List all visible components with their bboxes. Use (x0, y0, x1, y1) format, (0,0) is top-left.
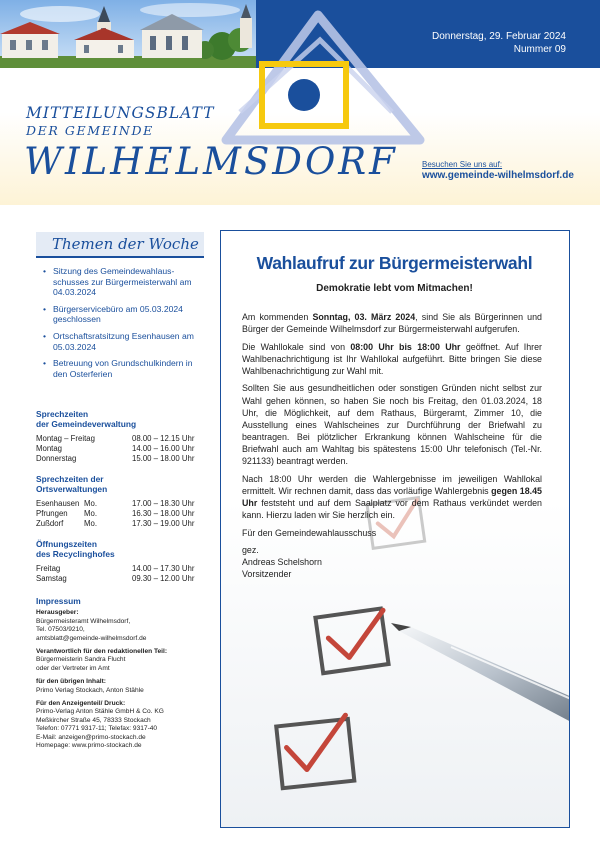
website-link[interactable]: www.gemeinde-wilhelmsdorf.de (422, 170, 574, 181)
themen-header (36, 232, 204, 258)
paragraph: Für den Gemeindewahlausschuss (242, 527, 377, 538)
topic-item[interactable]: • Bürgerservicebüro am 05.03.2024 geschlossen (36, 304, 208, 325)
hours-time: 09.30 – 12.00 Uhr (132, 574, 195, 584)
recycling-heading-2: des Recyclinghofes (36, 549, 115, 560)
hours-row (36, 454, 208, 464)
impressum-line: Tel. 07503/9210, (36, 626, 85, 634)
issue-info (432, 30, 566, 56)
hours-row (36, 564, 208, 574)
impressum-line: oder der Vertreter im Amt (36, 664, 110, 672)
sig-name: Andreas Schelshorn (242, 557, 322, 568)
impressum-block (36, 648, 208, 673)
paragraph (242, 311, 542, 335)
impressum-line: Primo-Verlag Anton Stähle GmbH & Co. KG (36, 708, 164, 716)
text-span: Die Wahllokale sind von (242, 341, 351, 352)
impressum-heading: Impressum (36, 596, 81, 607)
hours-row (36, 509, 208, 519)
impressum-email[interactable]: E-Mail: anzeigen@primo-stockach.de (36, 733, 146, 741)
impressum-line: Meßkircher Straße 45, 78333 Stockach (36, 716, 151, 724)
topic-item[interactable]: • Sitzung des Gemeindewahlaus- schusses zur Bürgermeisterwahl am 04.03.2024 (36, 266, 208, 298)
text-span: , sind Sie als Bürgerinnen und Bürger der Gemeinde Wilhelmsdorf zur Bürgermeisterwahl aufgerufen. (242, 312, 542, 335)
hours-day: Mo. (84, 499, 97, 509)
text-span: Nach 18:00 Uhr werden die Wahlergebnisse im jeweiligen Wahllokal ermittelt. Wir rechnen damit, dass das vorläufige Wahlergebnis (242, 473, 542, 496)
issue-date: Donnerstag, 29. Februar 2024 (432, 31, 566, 42)
article-box (220, 230, 570, 828)
hours-time: 17.00 – 18.30 Uhr (132, 499, 195, 509)
impressum-label: Für den Anzeigenteil/ Druck: (36, 700, 126, 707)
impressum-block (36, 678, 208, 695)
hours-day: Montag (36, 444, 63, 454)
paragraph: Sollten Sie aus gesundheitlichen oder sonstigen Gründen nicht selbst zur Wahl gehen können, so haben Sie noch bis Freitag, den 01.03.2024, 18 Uhr, die Möglichkeit, auf dem Rathaus, Bürgeramt, Zimmer 10, die Ausstellung eines Wahlscheines zur Durchführung der Briefwahl zu beantragen. Bei plötzlicher Erkrankung können Wahlscheine für die Briefwahl auch am Wahltag bis spätestens 15:00 Uhr telefonisch (Tel.-Nr. 921133) beantragt werden. (242, 383, 542, 467)
ortsverwaltungen-section (36, 474, 208, 529)
impressum-section (36, 596, 208, 750)
text-span: feststeht und auf dem Saalplatz vor dem Rathaus verkündet werden kann. Hierzu laden wir Sie herzlich ein. (242, 497, 542, 520)
impressum-block (36, 700, 208, 750)
hours-row (36, 444, 208, 454)
hours-row (36, 519, 208, 529)
article-subheadline: Demokratie lebt vom Mitmachen! (316, 283, 473, 294)
masthead (0, 0, 600, 205)
verwaltung-heading-2: der Gemeindeverwaltung (36, 419, 137, 430)
impressum-label: für den übrigen Inhalt: (36, 678, 106, 686)
hours-day: Samstag (36, 574, 67, 584)
hours-row (36, 499, 208, 509)
recycling-heading-1: Öffnungszeiten (36, 539, 97, 550)
hours-time: 14.00 – 16.00 Uhr (132, 444, 195, 454)
impressum-block (36, 609, 208, 643)
issue-number: Nummer 09 (513, 44, 566, 55)
themen-title: Themen der Woche (52, 235, 199, 253)
hours-day: Montag – Freitag (36, 434, 95, 444)
impressum-line: Telefon: 07771 9317-11; Telefax: 9317-40 (36, 725, 158, 733)
hours-day: Donnerstag (36, 454, 77, 464)
hours-row (36, 574, 208, 584)
signature (242, 544, 542, 580)
hours-time: 08.00 – 12.15 Uhr (132, 434, 195, 444)
text-span: Am kommenden (242, 312, 313, 322)
impressum-line: Bürgermeisteramt Wilhelmsdorf, (36, 617, 131, 625)
recycling-section (36, 539, 208, 584)
vote-date: Sonntag, 03. März 2024 (312, 312, 416, 322)
verwaltung-heading-1: Sprechzeiten (36, 409, 89, 420)
paragraph (242, 473, 542, 521)
title-line-2: DER GEMEINDE (26, 123, 154, 138)
article-body (242, 311, 542, 580)
hours-place: Pfrungen (36, 509, 68, 519)
sig-gez: gez. (242, 545, 259, 556)
text-span: geöffnet. Auf Ihrer Wahlbenachrichtigung ist Ihr Wahllokal aufgeführt. Bitte bringen Sie diese Wahlbenachrichtigung zur Wahl mit. (242, 341, 542, 376)
title-main: WILHELMSDORF (24, 140, 398, 183)
result-time: gegen 18.45 Uhr (242, 485, 542, 508)
impressum-email[interactable]: amtsblatt@gemeinde-wilhelmsdorf.de (36, 634, 147, 642)
hours-place: Zußdorf (36, 519, 64, 529)
topic-item[interactable]: • Ortschaftsratsitzung Esenhausen am 05.03.2024 (36, 331, 208, 352)
impressum-homepage[interactable]: Homepage: www.primo-stockach.de (36, 742, 142, 750)
topic-item[interactable]: • Betreuung von Grundschulkindern in den Osterferien (36, 358, 208, 379)
opening-hours: 08:00 Uhr bis 18:00 Uhr (350, 341, 461, 352)
topics-list (36, 266, 208, 379)
hours-time: 15.00 – 18.00 Uhr (132, 454, 195, 464)
visit-label: Besuchen Sie uns auf: (422, 160, 503, 169)
impressum-line: Bürgermeisterin Sandra Flucht (36, 656, 126, 664)
hours-day: Mo. (84, 509, 97, 519)
hours-time: 17.30 – 19.00 Uhr (132, 519, 195, 529)
hours-time: 16.30 – 18.00 Uhr (132, 509, 195, 519)
impressum-line: Primo Verlag Stockach, Anton Stähle (36, 686, 144, 694)
recycling-hours (36, 564, 208, 584)
hours-time: 14.00 – 17.30 Uhr (132, 564, 195, 574)
paragraph (242, 341, 542, 377)
impressum-label: Verantwortlich für den redaktionellen Teil: (36, 647, 168, 655)
hours-day: Mo. (84, 519, 97, 529)
article-headline: Wahlaufruf zur Bürgermeisterwahl (256, 253, 533, 273)
verwaltung-section (36, 409, 208, 464)
verwaltung-hours (36, 434, 208, 464)
sig-role: Vorsitzender (242, 569, 292, 580)
impressum-label: Herausgeber: (36, 609, 79, 617)
title-line-1: MITTEILUNGSBLATT (26, 104, 215, 122)
ortsverwaltungen-heading-2: Ortsverwaltungen (36, 484, 108, 495)
hours-row (36, 434, 208, 444)
ortsverwaltungen-heading-1: Sprechzeiten der (36, 474, 104, 485)
hours-day: Freitag (36, 564, 61, 574)
sidebar (36, 232, 208, 755)
ortsverwaltungen-hours (36, 499, 208, 529)
hours-place: Esenhausen (36, 499, 80, 509)
